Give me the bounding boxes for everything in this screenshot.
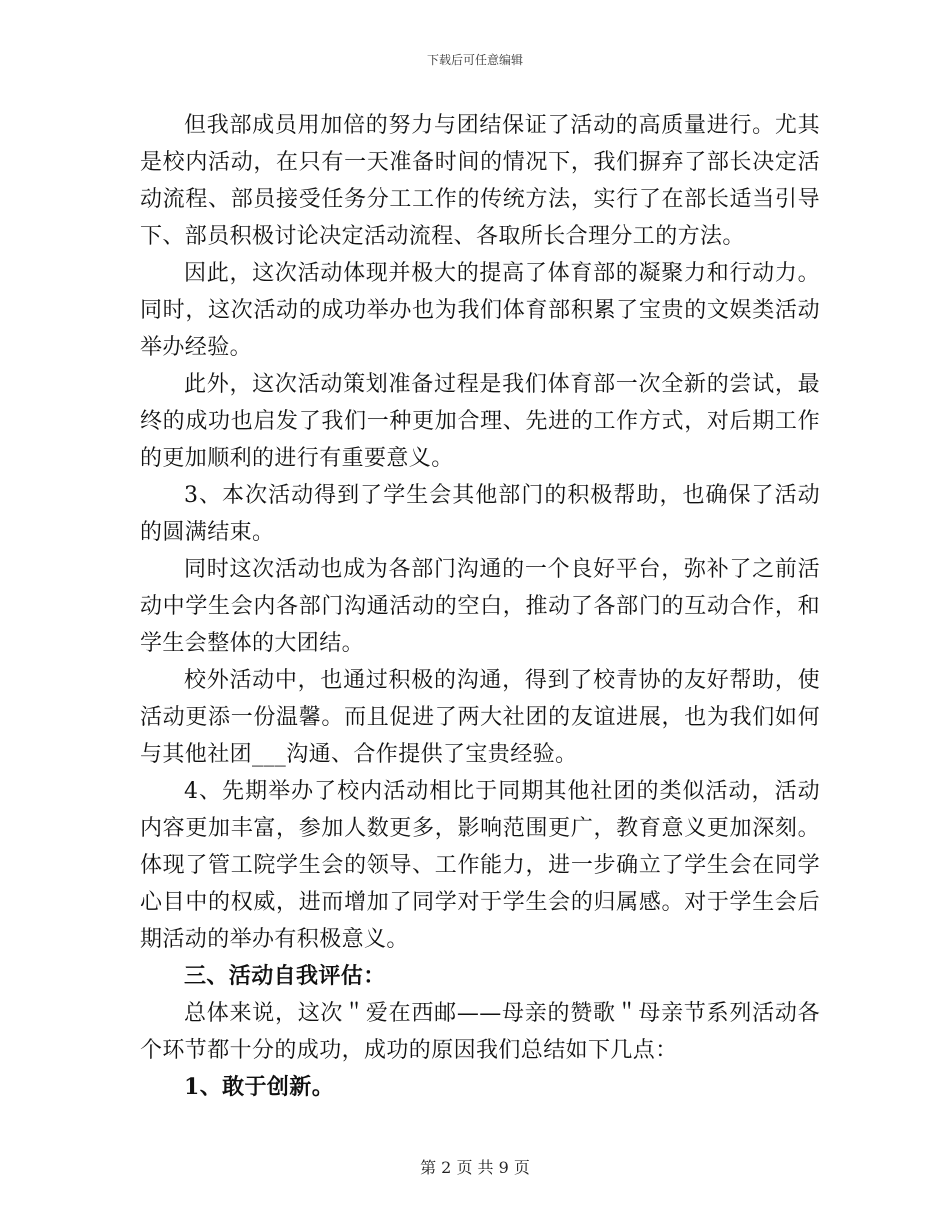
paragraph-communication-platform: 同时这次活动也成为各部门沟通的一个良好平台，弥补了之前活动中学生会内各部门沟通活动的空白，推动了各部门的互动合作，和学生会整体的大团结。 bbox=[140, 557, 820, 656]
paragraph-summary: 总体来说，这次＂爱在西邮——母亲的赞歌＂母亲节系列活动各个环节都十分的成功，成功的原因我们总结如下几点： bbox=[140, 1001, 820, 1063]
paragraph-external-activity: 校外活动中，也通过积极的沟通，得到了校青协的友好帮助，使活动更添一份温馨。而且促进了两大社团的友谊进展，也为我们如何与其他社团___沟通、合作提供了宝贵经验。 bbox=[140, 668, 820, 767]
section-heading: 三、活动自我评估： bbox=[184, 963, 386, 989]
paragraph-teamwork: 但我部成员用加倍的努力与团结保证了活动的高质量进行。尤其是校内活动，在只有一天准备时间的情况下，我们摒弃了部长决定活动流程、部员接受任务分工工作的传统方法，实行了在部长适当引导下、部员积极讨论决定活动流程、各取所长合理分工的方法。 bbox=[140, 113, 820, 249]
paragraph-point-3: 3、本次活动得到了学生会其他部门的积极帮助，也确保了活动的圆满结束。 bbox=[140, 483, 820, 545]
paragraph-new-attempt: 此外，这次活动策划准备过程是我们体育部一次全新的尝试，最终的成功也启发了我们一种更加合理、先进的工作方式，对后期工作的更加顺利的进行有重要意义。 bbox=[140, 372, 820, 471]
paragraph-cohesion: 因此，这次活动体现并极大的提高了体育部的凝聚力和行动力。同时，这次活动的成功举办也为我们体育部积累了宝贵的文娱类活动举办经验。 bbox=[140, 261, 820, 360]
page-header: 下载后可任意编辑 bbox=[426, 53, 523, 67]
page-footer: 第 2 页 共 9 页 bbox=[420, 1158, 530, 1177]
paragraph-point-4: 4、先期举办了校内活动相比于同期其他社团的类似活动，活动内容更加丰富，参加人数更多，影响范围更广，教育意义更加深刻。体现了管工院学生会的领导、工作能力，进一步确立了学生会在同学心目中的权威，进而增加了同学对于学生会的归属感。对于学生会后期活动的举办有积极意义。 bbox=[140, 779, 820, 952]
point-heading: 1、敢于创新。 bbox=[184, 1074, 335, 1100]
document-body bbox=[140, 107, 820, 1106]
